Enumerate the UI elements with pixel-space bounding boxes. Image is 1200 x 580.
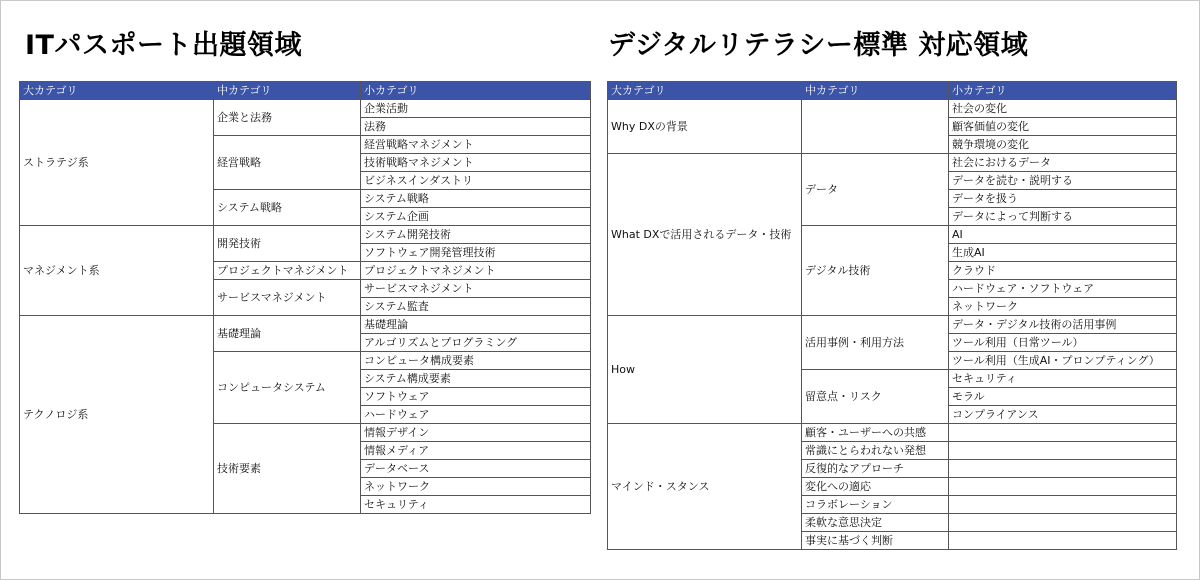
minor-category-cell: 情報メディア	[361, 442, 591, 460]
major-category-cell: Why DXの背景	[608, 100, 802, 154]
minor-category-cell: ツール利用（生成AI・プロンプティング）	[949, 352, 1177, 370]
middle-category-cell: 反復的なアプローチ	[802, 460, 949, 478]
middle-category-cell: 基礎理論	[214, 316, 361, 352]
table-row	[608, 424, 1177, 442]
middle-category-cell	[802, 100, 949, 154]
minor-category-cell: 情報デザイン	[361, 424, 591, 442]
minor-category-cell: クラウド	[949, 262, 1177, 280]
minor-category-cell: 法務	[361, 118, 591, 136]
minor-category-cell: 競争環境の変化	[949, 136, 1177, 154]
header-minor: 小カテゴリ	[361, 82, 591, 100]
minor-category-cell: 基礎理論	[361, 316, 591, 334]
major-category-cell: How	[608, 316, 802, 424]
minor-category-cell: 企業活動	[361, 100, 591, 118]
minor-category-cell: システム開発技術	[361, 226, 591, 244]
middle-category-cell: データ	[802, 154, 949, 226]
header-middle: 中カテゴリ	[214, 82, 361, 100]
middle-category-cell: 技術要素	[214, 424, 361, 514]
minor-category-cell	[949, 424, 1177, 442]
middle-category-cell: 留意点・リスク	[802, 370, 949, 424]
itpassport-title: ITパスポート出題領域	[25, 30, 302, 61]
minor-category-cell: 顧客価値の変化	[949, 118, 1177, 136]
minor-category-cell: ビジネスインダストリ	[361, 172, 591, 190]
minor-category-cell: セキュリティ	[949, 370, 1177, 388]
minor-category-cell: 社会におけるデータ	[949, 154, 1177, 172]
digital-literacy-table	[607, 81, 1177, 550]
major-category-cell: マインド・スタンス	[608, 424, 802, 550]
minor-category-cell: ソフトウェア	[361, 388, 591, 406]
minor-category-cell: データベース	[361, 460, 591, 478]
minor-category-cell: システム構成要素	[361, 370, 591, 388]
digital-literacy-title: デジタルリテラシー標準 対応領域	[608, 30, 1029, 61]
header-row	[20, 82, 591, 100]
table-row	[608, 100, 1177, 118]
minor-category-cell: システム戦略	[361, 190, 591, 208]
minor-category-cell: サービスマネジメント	[361, 280, 591, 298]
middle-category-cell: 変化への適応	[802, 478, 949, 496]
minor-category-cell: ネットワーク	[361, 478, 591, 496]
minor-category-cell: データを扱う	[949, 190, 1177, 208]
itpassport-body	[20, 100, 591, 514]
header-major: 大カテゴリ	[20, 82, 214, 100]
table-row	[20, 226, 591, 244]
minor-category-cell: システム監査	[361, 298, 591, 316]
minor-category-cell	[949, 478, 1177, 496]
minor-category-cell: ソフトウェア開発管理技術	[361, 244, 591, 262]
minor-category-cell: 生成AI	[949, 244, 1177, 262]
middle-category-cell: 柔軟な意思決定	[802, 514, 949, 532]
middle-category-cell: 企業と法務	[214, 100, 361, 136]
minor-category-cell: セキュリティ	[361, 496, 591, 514]
minor-category-cell: コンプライアンス	[949, 406, 1177, 424]
minor-category-cell	[949, 460, 1177, 478]
middle-category-cell: プロジェクトマネジメント	[214, 262, 361, 280]
middle-category-cell: デジタル技術	[802, 226, 949, 316]
minor-category-cell	[949, 514, 1177, 532]
minor-category-cell: ネットワーク	[949, 298, 1177, 316]
minor-category-cell: AI	[949, 226, 1177, 244]
minor-category-cell	[949, 532, 1177, 550]
digital-literacy-body	[608, 100, 1177, 550]
major-category-cell: ストラテジ系	[20, 100, 214, 226]
minor-category-cell: システム企画	[361, 208, 591, 226]
major-category-cell: テクノロジ系	[20, 316, 214, 514]
minor-category-cell: データによって判断する	[949, 208, 1177, 226]
middle-category-cell: コンピュータシステム	[214, 352, 361, 424]
minor-category-cell: 経営戦略マネジメント	[361, 136, 591, 154]
middle-category-cell: 常識にとらわれない発想	[802, 442, 949, 460]
itpassport-table	[19, 81, 591, 514]
minor-category-cell: ツール利用（日常ツール）	[949, 334, 1177, 352]
minor-category-cell: データ・デジタル技術の活用事例	[949, 316, 1177, 334]
middle-category-cell: 経営戦略	[214, 136, 361, 190]
major-category-cell: What DXで活用されるデータ・技術	[608, 154, 802, 316]
middle-category-cell: 開発技術	[214, 226, 361, 262]
header-minor: 小カテゴリ	[949, 82, 1177, 100]
middle-category-cell: サービスマネジメント	[214, 280, 361, 316]
middle-category-cell: コラボレーション	[802, 496, 949, 514]
minor-category-cell: モラル	[949, 388, 1177, 406]
table-row	[608, 316, 1177, 334]
table-row	[20, 100, 591, 118]
middle-category-cell: 事実に基づく判断	[802, 532, 949, 550]
table-row	[608, 154, 1177, 172]
middle-category-cell: 顧客・ユーザーへの共感	[802, 424, 949, 442]
minor-category-cell	[949, 442, 1177, 460]
major-category-cell: マネジメント系	[20, 226, 214, 316]
middle-category-cell: システム戦略	[214, 190, 361, 226]
minor-category-cell	[949, 496, 1177, 514]
table-row	[20, 316, 591, 334]
minor-category-cell: アルゴリズムとプログラミング	[361, 334, 591, 352]
header-middle: 中カテゴリ	[802, 82, 949, 100]
minor-category-cell: ハードウェア	[361, 406, 591, 424]
header-major: 大カテゴリ	[608, 82, 802, 100]
minor-category-cell: 技術戦略マネジメント	[361, 154, 591, 172]
middle-category-cell: 活用事例・利用方法	[802, 316, 949, 370]
minor-category-cell: コンピュータ構成要素	[361, 352, 591, 370]
header-row	[608, 82, 1177, 100]
minor-category-cell: ハードウェア・ソフトウェア	[949, 280, 1177, 298]
minor-category-cell: プロジェクトマネジメント	[361, 262, 591, 280]
minor-category-cell: 社会の変化	[949, 100, 1177, 118]
minor-category-cell: データを読む・説明する	[949, 172, 1177, 190]
